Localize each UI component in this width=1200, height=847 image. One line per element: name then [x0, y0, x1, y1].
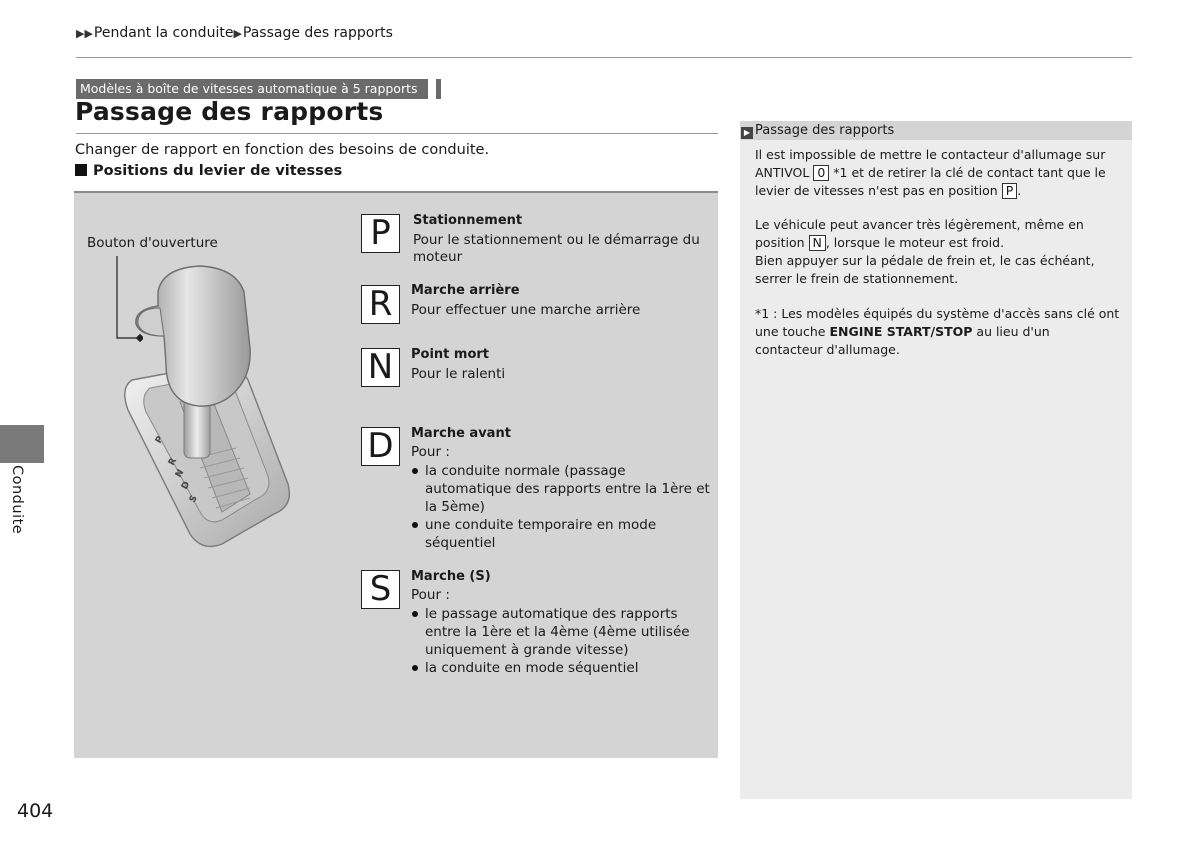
section-heading	[75, 163, 342, 179]
info-paragraph-1	[755, 146, 1120, 200]
key-symbol-0: 0	[813, 165, 829, 181]
gear-symbol-d: D	[361, 427, 400, 466]
gear-title-d: Marche avant	[411, 426, 511, 441]
breadcrumb-part-1[interactable]: Pendant la conduite	[93, 25, 234, 41]
info-text-bold: ENGINE START/STOP	[829, 324, 973, 339]
svg-text:P: P	[153, 434, 166, 446]
gear-bullets-d	[411, 462, 711, 552]
model-label-edge	[436, 79, 441, 99]
model-label: Modèles à boîte de vitesses automatique à 5 rapports	[76, 79, 428, 99]
breadcrumb-separator-icon: ▶	[233, 27, 242, 40]
info-text: Le véhicule peut avancer très légèrement, même en position	[755, 217, 1084, 250]
gear-title-n: Point mort	[411, 347, 490, 362]
gear-shifter-illustration	[110, 262, 310, 552]
title-divider	[76, 133, 718, 134]
page-title: Passage des rapports	[75, 97, 384, 126]
gear-bullets-s	[411, 605, 711, 677]
gear-title-s: Marche (S)	[411, 569, 491, 584]
key-symbol-n: N	[809, 235, 826, 251]
list-item: la conduite normale (passage automatique des rapports entre la 1ère et la 5ème)	[411, 462, 711, 516]
intro-text: Changer de rapport en fonction des besoins de conduite.	[75, 142, 490, 158]
info-header	[740, 121, 1132, 140]
svg-text:R: R	[166, 456, 180, 468]
key-symbol-p: P	[1002, 183, 1018, 199]
section-heading-text: Positions du levier de vitesses	[93, 163, 343, 179]
info-text: au lieu d'un contacteur d'allumage.	[755, 324, 1050, 357]
info-text: Bien appuyer sur la pédale de frein et, le cas échéant, serrer le frein de stationnement.	[755, 253, 1095, 286]
gear-title-r: Marche arrière	[411, 283, 520, 298]
info-text: Il est impossible de mettre le contacteur d'allumage sur ANTIVOL	[755, 147, 1106, 180]
header-divider	[76, 57, 1132, 58]
breadcrumb	[76, 25, 393, 41]
gear-desc-n: Pour le ralenti	[411, 366, 506, 382]
list-item: la conduite en mode séquentiel	[411, 659, 711, 677]
gear-symbol-s: S	[361, 570, 400, 609]
breadcrumb-arrow-icon: ▶▶	[76, 27, 93, 40]
info-footnote	[755, 305, 1120, 359]
info-text: , lorsque le moteur est froid.	[825, 235, 1005, 250]
page-number: 404	[17, 800, 54, 822]
info-text: .	[1017, 183, 1022, 198]
info-paragraph-2	[755, 216, 1120, 288]
info-text: *1 et de retirer la clé de contact tant que le levier de vitesses n'est pas en position	[755, 165, 1106, 198]
svg-text:D: D	[179, 480, 193, 492]
gear-desc-r: Pour effectuer une marche arrière	[411, 302, 641, 318]
list-item: une conduite temporaire en mode séquentiel	[411, 516, 711, 552]
gear-title-p: Stationnement	[413, 213, 523, 228]
gear-symbol-p: P	[361, 214, 400, 253]
release-button-callout: Bouton d'ouverture	[87, 235, 218, 251]
square-bullet-icon	[75, 164, 87, 176]
gear-desc-p: Pour le stationnement ou le démarrage du moteur	[413, 232, 700, 265]
gear-symbol-n: N	[361, 348, 400, 387]
gear-desc-s: Pour :	[411, 587, 450, 603]
svg-text:N: N	[173, 467, 187, 480]
chapter-tab-label: Conduite	[9, 465, 25, 535]
gear-symbol-r: R	[361, 285, 400, 324]
chapter-tab[interactable]	[0, 425, 44, 463]
svg-text:S: S	[187, 493, 200, 505]
breadcrumb-part-2[interactable]: Passage des rapports	[242, 25, 393, 41]
list-item: le passage automatique des rapports entre la 1ère et la 4ème (4ème utilisée uniquement à grande vitesse)	[411, 605, 711, 659]
chevron-right-icon: ▶	[741, 127, 753, 139]
info-text: *1 : Les modèles équipés du système d'accès sans clé ont une touche	[755, 306, 1120, 339]
gear-desc-d: Pour :	[411, 444, 450, 460]
info-header-text: Passage des rapports	[755, 123, 895, 138]
